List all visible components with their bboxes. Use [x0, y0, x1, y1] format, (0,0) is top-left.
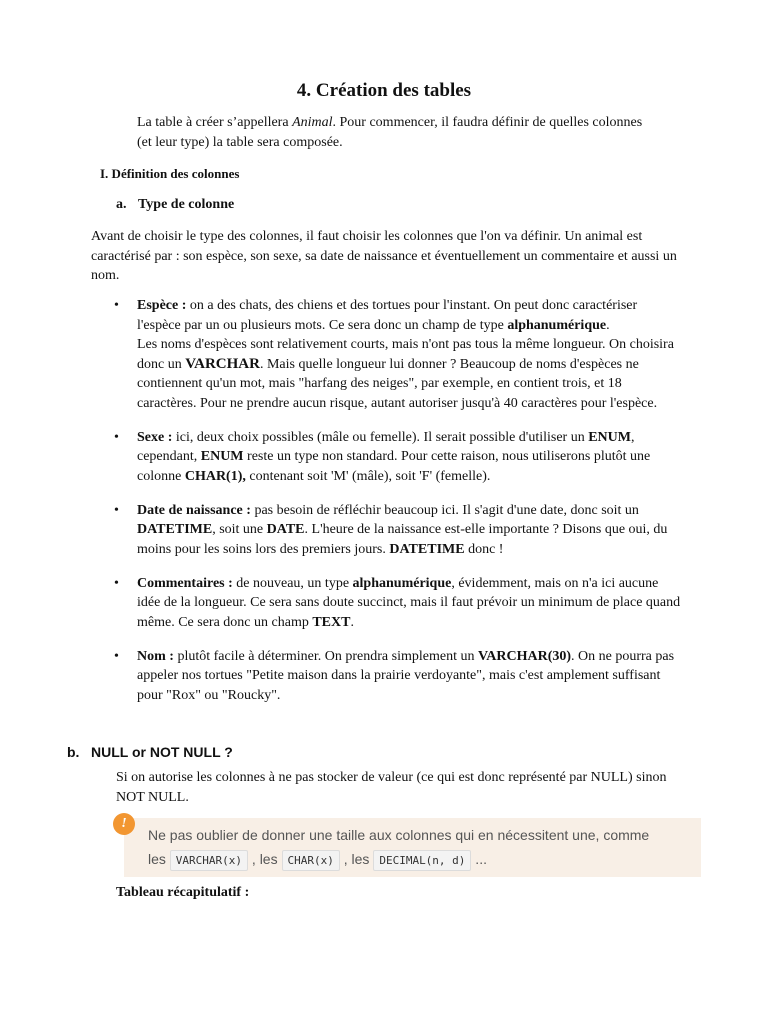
bullet-label-commentaires: Commentaires : [137, 575, 233, 591]
bullet-bold: DATETIME [137, 522, 213, 537]
bullet-sexe [114, 428, 684, 487]
bullet-dot: • [114, 429, 119, 445]
bullet-text: donc ! [464, 541, 504, 557]
code-varchar: VARCHAR(x) [170, 850, 248, 871]
bullet-text: de nouveau, un type [232, 575, 353, 591]
exclamation-icon: ! [113, 813, 135, 835]
code-char: CHAR(x) [282, 850, 340, 871]
bullet-dot: • [114, 502, 119, 518]
bullet-text: , cependant, [137, 429, 635, 464]
bullet-text: . Mais quelle longueur lui donner ? Beaucoup de noms d'espèces ne contiennent qu'un mot, mais "harfang des neiges", par exemple, en contient trois, et 18 caractères. Pour ne prendre aucun risque, autant autoriser jusqu'à 40 caractères pour l'espèce. [137, 356, 658, 411]
bullet-dot: • [114, 298, 119, 313]
subsection-number-a: a. [116, 197, 127, 212]
bullet-bold: alphanumérique [352, 575, 452, 591]
intro-paragraph [137, 113, 657, 152]
recap-heading: Tableau récapitulatif : [116, 885, 250, 900]
bullet-espece [114, 296, 684, 413]
bullet-label-date: Date de naissance : [137, 502, 251, 518]
bullet-text: plutôt facile à déterminer. On prendra simplement un [173, 648, 478, 664]
note-text: , les [339, 851, 374, 867]
bullet-text: contenant soit 'M' (mâle), soit 'F' (femelle). [245, 468, 491, 484]
bullet-text: reste un type non standard. Pour cette raison, nous utiliserons plutôt une colonne [137, 449, 651, 484]
note-box [121, 816, 701, 877]
bullet-bold: CHAR(1), [184, 468, 246, 484]
bullet-bold: TEXT [312, 614, 351, 630]
intro-text-end: . Pour commencer, il faudra définir de quelles colonnes (et leur type) la table sera composée. [137, 115, 643, 150]
bullet-text: . L'heure de la naissance est-elle importante ? Disons que oui, du moins pour les soins lors des premiers jours. [137, 522, 668, 557]
bullet-text: . On ne pourra pas appeler nos tortues "Petite maison dans la prairie verdoyante", mais c'est amplement suffisant pour "Rox" ou "Roucky". [137, 648, 675, 703]
intro-text-start: La table à créer s’appellera [137, 115, 293, 130]
note-text: ... [471, 851, 487, 867]
bullet-text: , évidemment, mais on n'a ici aucune idée de la longueur. Ce sera sans doute succinct, mais il faut prévoir un minimum de place quand même. Ce sera donc un champ [137, 575, 681, 630]
bullet-bold: VARCHAR [185, 355, 260, 372]
bullet-text: . [350, 614, 354, 630]
note-text: les [148, 851, 170, 867]
subsection-label-type: Type de colonne [138, 197, 235, 212]
subsection-heading-null [67, 743, 233, 762]
bullet-bold: DATE [266, 522, 305, 537]
table-name-animal: Animal [292, 115, 333, 130]
bullet-bold: alphanumérique [507, 317, 607, 333]
bullet-bold: VARCHAR(30) [477, 648, 572, 664]
bullet-label-nom: Nom : [137, 648, 174, 664]
subsection-number-b: b. [67, 744, 80, 760]
bullet-text: on a des chats, des chiens et des tortues pour l'instant. On peut donc caractériser l'espèce par un ou plusieurs mots. Ce sera donc un champ de type [137, 298, 638, 333]
subsection-heading-type [116, 195, 234, 214]
code-decimal: DECIMAL(n, d) [373, 850, 471, 871]
note-text-line1: Ne pas oublier de donner une taille aux colonnes qui en nécessitent une, comme [148, 827, 650, 843]
bullet-text: , soit une [212, 522, 267, 537]
null-paragraph: Si on autorise les colonnes à ne pas stocker de valeur (ce qui est donc représenté par NULL) sinon NOT NULL. [116, 770, 667, 805]
bullet-text: . [606, 317, 610, 333]
bullet-text: ici, deux choix possibles (mâle ou femelle). Il serait possible d'utiliser un [172, 429, 589, 445]
subsection-label-null: NULL or NOT NULL ? [91, 744, 233, 760]
bullet-date [114, 501, 684, 560]
section-heading-definition: I. Définition des colonnes [100, 166, 240, 181]
page-title: 4. Création des tables [296, 80, 472, 101]
note-text: , les [248, 851, 282, 867]
bullet-nom [114, 647, 684, 706]
note-text-line2 [148, 849, 487, 871]
bullet-label-sexe: Sexe : [137, 429, 173, 445]
bullet-dot: • [114, 575, 119, 591]
bullet-commentaires [114, 574, 684, 633]
bullet-text: Les noms d'espèces sont relativement courts, mais n'ont pas tous la même longueur. On choisira donc un [137, 337, 674, 372]
columns-paragraph: Avant de choisir le type des colonnes, il faut choisir les colonnes que l'on va définir. Un animal est caractérisé par : son espèce, son sexe, sa date de naissance et éventuellement un commentaire et aussi un nom. [91, 229, 677, 283]
bullet-label-espece: Espèce : [137, 298, 187, 313]
bullet-bold: ENUM [200, 449, 244, 464]
bullet-text: pas besoin de réfléchir beaucoup ici. Il s'agit d'une date, donc soit un [250, 502, 639, 518]
column-bullet-list [114, 296, 684, 720]
bullet-bold: DATETIME [389, 541, 465, 557]
bullet-dot: • [114, 648, 119, 664]
bullet-bold: ENUM [588, 429, 631, 445]
